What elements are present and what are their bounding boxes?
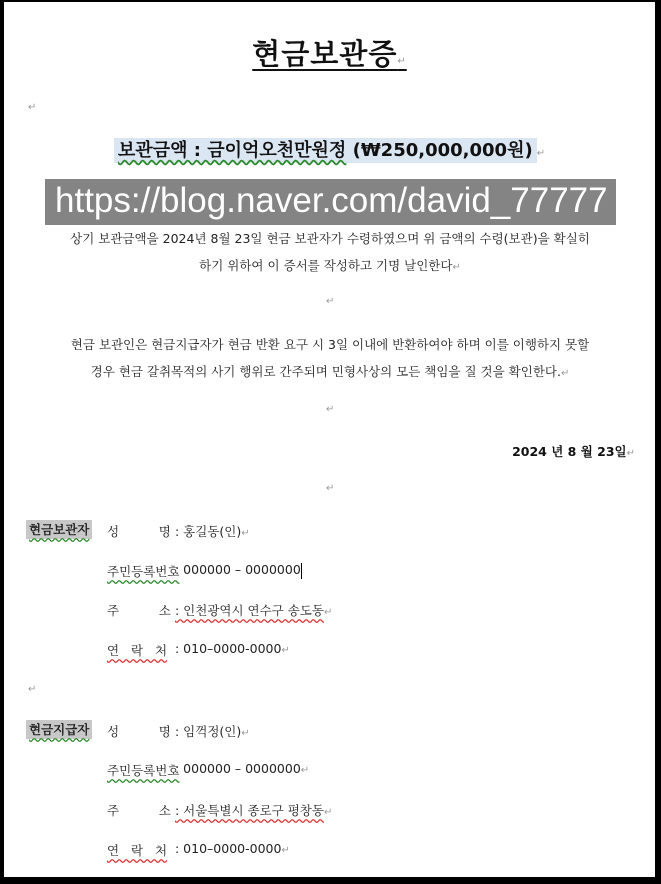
- document-date: 2024 년 8 월 23일↵: [512, 444, 635, 459]
- paragraph-mark: ↵: [326, 483, 335, 494]
- paragraph-mark: ↵: [28, 684, 37, 695]
- payer-phone-label: 연 락 처: [107, 843, 168, 858]
- amount-value: (₩250,000,000원): [352, 140, 533, 161]
- paragraph-liability: [24, 331, 636, 387]
- keeper-name-value: : 홍길동(인)↵: [175, 524, 250, 539]
- payer-id-value: : 000000 – 0000000↵: [175, 761, 310, 776]
- keeper-phone-label: 연 락 처: [107, 643, 168, 658]
- document-page[interactable]: [4, 2, 655, 877]
- keeper-id-label: 주민등록번호: [107, 564, 180, 579]
- paragraph-line: 하기 위하여 이 증서를 작성하고 기명 날인한다↵: [199, 258, 461, 273]
- paragraph-mark: ↵: [326, 296, 335, 307]
- watermark-text: https://blog.naver.com/david_77777: [55, 181, 608, 220]
- paragraph-line: 현금 보관인은 현금지급자가 현금 반환 요구 시 3일 이내에 반환하여야 하며 이를 이행하지 못할: [70, 337, 590, 352]
- payer-address-value: : 서울특별시 종로구 평창동↵: [175, 803, 333, 818]
- amount-line: 보관금액 : 금이억오천만원정 (₩250,000,000원) ↵: [4, 136, 655, 162]
- text-cursor: [301, 563, 302, 579]
- keeper-address-value: : 인천광역시 연수구 송도동↵: [175, 603, 333, 618]
- keeper-address-label: 주 소: [107, 603, 171, 618]
- document-title: 현금보관증↵: [252, 37, 407, 71]
- payer-id-label: 주민등록번호: [107, 763, 180, 778]
- paragraph-line: 경우 현금 갈취목적의 사기 행위로 간주되며 민형사상의 모든 책임을 질 것을 확인한다.↵: [90, 364, 570, 379]
- payer-name-value: : 임꺽정(인)↵: [175, 724, 250, 739]
- payer-phone-value: : 010–0000-0000↵: [175, 841, 290, 856]
- keeper-name-label: 성 명: [107, 524, 171, 539]
- payer-name-label: 성 명: [107, 724, 171, 739]
- payer-role-label: 현금지급자: [26, 720, 92, 738]
- watermark-banner: [45, 179, 616, 225]
- paragraph-mark: ↵: [28, 102, 37, 113]
- paragraph-line: 상기 보관금액을 2024년 8월 23일 현금 보관자가 수령하였으며 위 금액의 수령(보관)을 확실히: [70, 231, 590, 246]
- paragraph-mark: ↵: [326, 404, 335, 415]
- payer-address-label: 주 소: [107, 803, 171, 818]
- amount-label: 보관금액 : 금이억오천만원정: [117, 140, 347, 161]
- keeper-phone-value: : 010–0000-0000↵: [175, 641, 290, 656]
- paragraph-receipt: [24, 225, 636, 281]
- keeper-id-value: : 000000 – 0000000: [175, 562, 301, 577]
- keeper-role-label: 현금보관자: [26, 520, 92, 538]
